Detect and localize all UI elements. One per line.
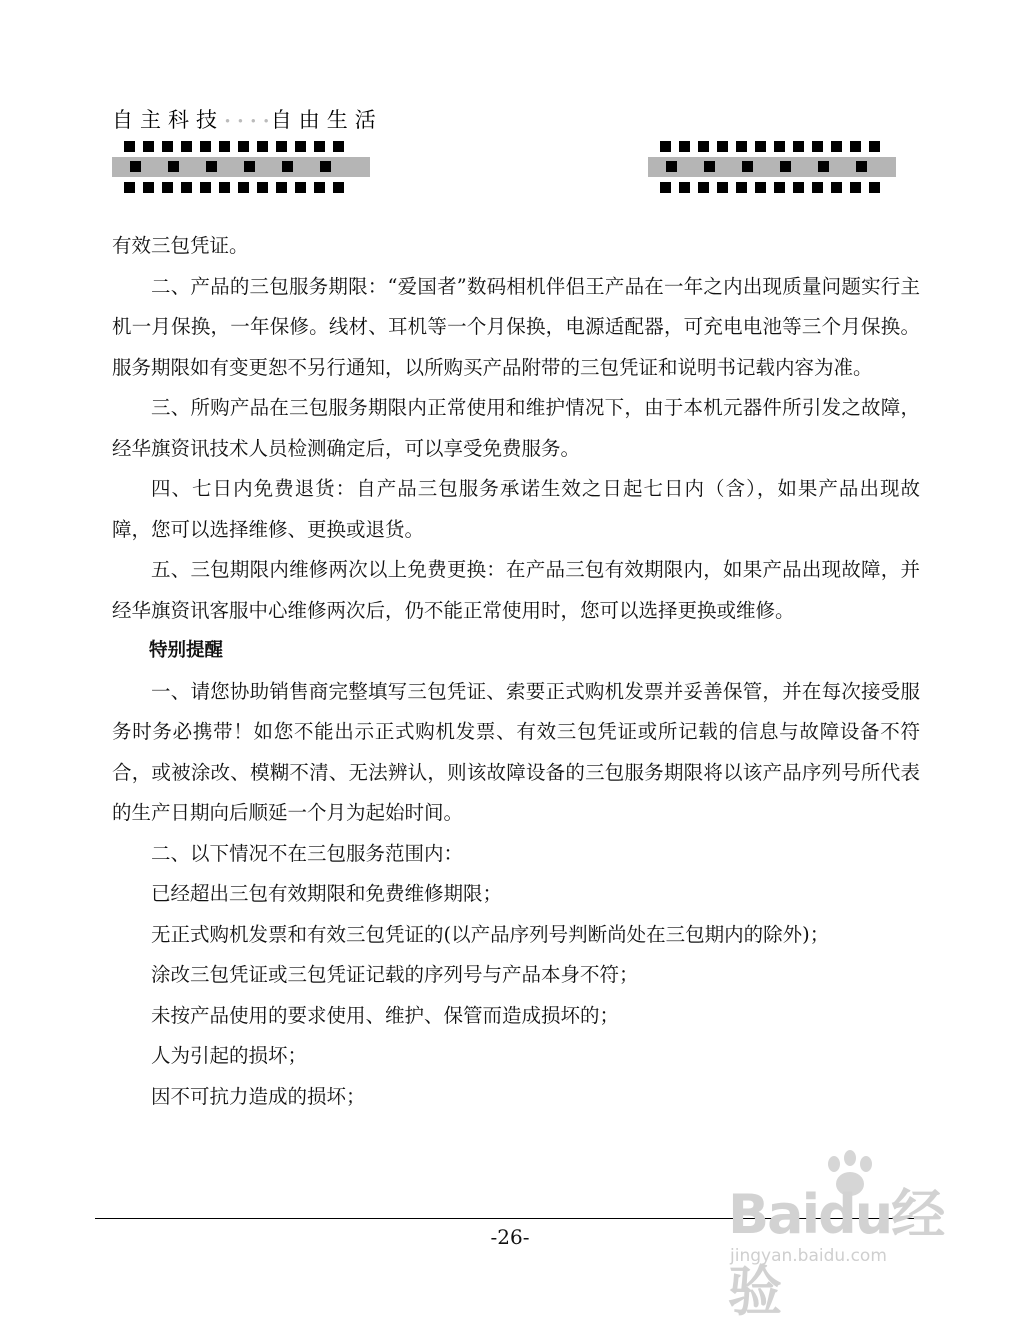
checker-square xyxy=(219,182,230,193)
checker-square xyxy=(698,182,709,193)
slogan-dots: • • • • xyxy=(224,114,271,129)
checker-square xyxy=(660,141,671,152)
checker-square xyxy=(333,182,344,193)
checker-square xyxy=(295,141,306,152)
checker-square xyxy=(238,182,249,193)
checker-square xyxy=(282,161,293,172)
checker-square xyxy=(869,182,880,193)
paragraph: 未按产品使用的要求使用、维护、保管而造成损坏的； xyxy=(151,1003,620,1027)
checker-square xyxy=(295,182,306,193)
watermark-brand: Baidu经验 xyxy=(728,1183,944,1323)
checker-square xyxy=(206,161,217,172)
page-number: -26- xyxy=(490,1225,530,1249)
checker-square xyxy=(238,141,249,152)
section-heading: 特别提醒 xyxy=(149,640,224,661)
checker-square xyxy=(124,182,135,193)
checker-square xyxy=(736,141,747,152)
paragraph: 二、产品的三包服务期限：“爱国者”数码相机伴侣王产品在一年之内出现质量问题实行主机一月保换，一年保修。线材、耳机等一个月保换，电源适配器，可充电电池等三个月保换。服务期限如有变更恕不另行通知，以所购买产品附带的三包凭证和说明书记载内容为准。 xyxy=(112,274,920,379)
checker-square xyxy=(162,141,173,152)
slogan-left: 自主科技 xyxy=(112,108,224,132)
paragraph: 五、三包期限内维修两次以上免费更换：在产品三包有效期限内，如果产品出现故障，并经华旗资讯客服中心维修两次后，仍不能正常使用时，您可以选择更换或维修。 xyxy=(112,558,920,622)
checker-pattern-left xyxy=(112,141,370,193)
checker-square xyxy=(244,161,255,172)
checker-square xyxy=(314,182,325,193)
paragraph: 无正式购机发票和有效三包凭证的(以产品序列号判断尚处在三包期内的除外)； xyxy=(151,922,830,946)
checker-square xyxy=(818,161,829,172)
checker-square xyxy=(774,141,785,152)
checker-square xyxy=(200,141,211,152)
checker-square xyxy=(717,141,728,152)
checker-square xyxy=(143,141,154,152)
checker-square xyxy=(660,182,671,193)
checker-square xyxy=(698,141,709,152)
checker-square xyxy=(742,161,753,172)
checker-square xyxy=(831,182,842,193)
paragraph: 四、七日内免费退货：自产品三包服务承诺生效之日起七日内（含），如果产品出现故障，您可以选择维修、更换或退货。 xyxy=(112,477,920,541)
paragraph: 涂改三包凭证或三包凭证记载的序列号与产品本身不符； xyxy=(151,963,639,986)
checker-square xyxy=(704,161,715,172)
checker-square xyxy=(200,182,211,193)
paragraph: 三、所购产品在三包服务期限内正常使用和维护情况下，由于本机元器件所引发之故障，经华旗资讯技术人员检测确定后，可以享受免费服务。 xyxy=(112,396,920,460)
baidu-watermark xyxy=(720,1150,980,1323)
checker-square xyxy=(666,161,677,172)
checker-square xyxy=(168,161,179,172)
checker-square xyxy=(257,141,268,152)
paragraph: 二、以下情况不在三包服务范围内： xyxy=(151,841,464,865)
checker-square xyxy=(276,141,287,152)
checker-square xyxy=(181,141,192,152)
paragraph: 已经超出三包有效期限和免费维修期限； xyxy=(151,882,503,905)
checker-square xyxy=(314,141,325,152)
checker-pattern-right xyxy=(648,141,896,193)
checker-square xyxy=(276,182,287,193)
checker-square xyxy=(831,141,842,152)
checker-square xyxy=(856,161,867,172)
watermark-url: jingyan.baidu.com xyxy=(730,1246,887,1266)
checker-square xyxy=(850,182,861,193)
checker-square xyxy=(162,182,173,193)
paragraph: 因不可抗力造成的损坏； xyxy=(151,1084,366,1108)
checker-square xyxy=(755,182,766,193)
checker-square xyxy=(130,161,141,172)
checker-square xyxy=(812,141,823,152)
header-slogan xyxy=(112,104,383,134)
checker-square xyxy=(143,182,154,193)
checker-square xyxy=(257,182,268,193)
checker-square xyxy=(793,141,804,152)
checker-square xyxy=(793,182,804,193)
checker-square xyxy=(774,182,785,193)
paragraph: 一、请您协助销售商完整填写三包凭证、索要正式购机发票并妥善保管，并在每次接受服务时务必携带！如您不能出示正式购机发票、有效三包凭证或所记载的信息与故障设备不符合，或被涂改、模糊不清、无法辨认，则该故障设备的三包服务期限将以该产品序列号所代表的生产日期向后顺延一个月为起始时间。 xyxy=(112,679,920,824)
checker-square xyxy=(219,141,230,152)
slogan-right: 自由生活 xyxy=(270,108,383,132)
paragraph: 有效三包凭证。 xyxy=(112,234,249,257)
checker-square xyxy=(736,182,747,193)
checker-square xyxy=(717,182,728,193)
checker-band xyxy=(112,157,370,177)
checker-square xyxy=(333,141,344,152)
checker-square xyxy=(679,182,690,193)
checker-square xyxy=(850,141,861,152)
checker-square xyxy=(124,141,135,152)
checker-square xyxy=(780,161,791,172)
checker-square xyxy=(755,141,766,152)
document-body xyxy=(112,226,920,1117)
paragraph: 人为引起的损坏； xyxy=(151,1044,308,1067)
checker-square xyxy=(812,182,823,193)
checker-square xyxy=(869,141,880,152)
checker-square xyxy=(679,141,690,152)
checker-square xyxy=(181,182,192,193)
checker-square xyxy=(320,161,331,172)
